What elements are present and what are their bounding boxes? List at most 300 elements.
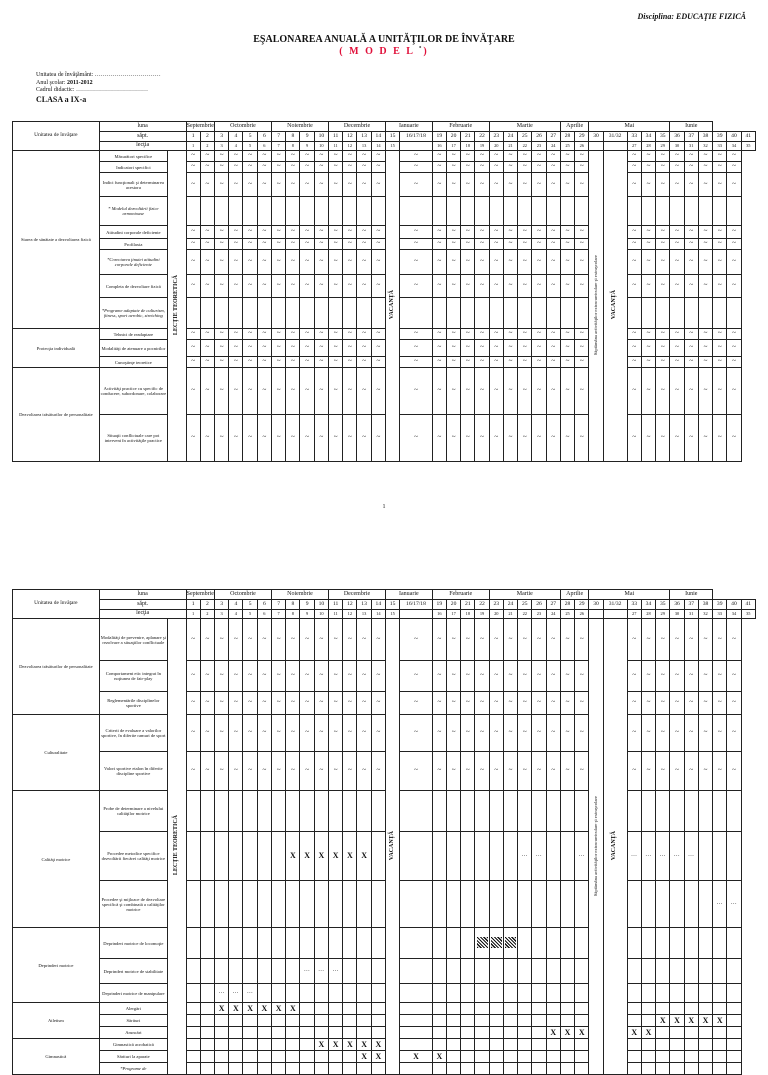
plan-mark: ~	[329, 239, 343, 250]
content-label: *Programe de	[99, 1063, 167, 1075]
plan-mark: ~	[684, 239, 698, 250]
plan-empty	[371, 881, 385, 928]
plan-mark: ~	[698, 151, 712, 162]
week-number: 19	[432, 132, 446, 142]
plan-mark: ~	[371, 357, 385, 368]
plan-empty	[575, 1039, 589, 1051]
lesson-number: 10	[314, 142, 328, 151]
lesson-number	[589, 142, 603, 151]
plan-mark: ~	[656, 162, 670, 173]
plan-mark	[475, 928, 489, 959]
plan-empty	[627, 959, 641, 984]
plan-mark: ~	[713, 151, 727, 162]
plan-mark: X	[357, 1051, 371, 1063]
plan-mark: ~	[698, 226, 712, 239]
plan-empty	[475, 791, 489, 832]
table-row	[13, 692, 756, 715]
month-header: Aprilie	[560, 590, 588, 600]
plan-mark: ~	[371, 275, 385, 298]
plan-mark: ~	[343, 173, 357, 197]
plan-mark: ~	[503, 357, 517, 368]
plan-empty	[215, 1027, 229, 1039]
plan-mark: ~	[518, 368, 532, 415]
plan-empty	[243, 832, 257, 881]
plan-empty	[200, 791, 214, 832]
plan-mark: ~	[229, 752, 243, 791]
plan-table-page-1	[12, 121, 756, 462]
plan-mark: ~	[215, 368, 229, 415]
plan-mark: ~	[446, 415, 460, 462]
lesson-number	[589, 610, 603, 619]
content-label: Cunoştinţe teoretice	[99, 357, 167, 368]
plan-mark: ~	[272, 661, 286, 692]
lesson-number: 5	[243, 610, 257, 619]
plan-mark: ~	[243, 661, 257, 692]
plan-empty	[698, 1039, 712, 1051]
week-number: 14	[371, 132, 385, 142]
extracurricular-week-label	[589, 151, 603, 462]
lesson-number: 2	[200, 610, 214, 619]
plan-mark: ~	[229, 173, 243, 197]
plan-mark: ~	[727, 173, 741, 197]
week-number: 26	[532, 600, 546, 610]
plan-mark: ~	[489, 415, 503, 462]
plan-empty	[432, 1063, 446, 1075]
plan-mark: ~	[627, 368, 641, 415]
plan-mark: ~	[489, 340, 503, 357]
plan-empty	[432, 197, 446, 226]
plan-mark: ~	[627, 275, 641, 298]
lesson-number	[603, 142, 627, 151]
plan-mark: ~	[641, 250, 655, 275]
plan-mark: ~	[314, 173, 328, 197]
month-header: Martie	[489, 590, 560, 600]
table-row	[13, 173, 756, 197]
plan-mark: ~	[446, 275, 460, 298]
table-row	[13, 881, 756, 928]
unit-name: Dezvoltarea trăsăturilor de personalitate	[13, 368, 100, 462]
plan-mark: ~	[432, 415, 446, 462]
plan-mark: ~	[546, 275, 560, 298]
plan-mark: ~	[518, 752, 532, 791]
table-row	[13, 984, 756, 1003]
plan-mark: ~	[314, 715, 328, 752]
plan-empty	[503, 197, 517, 226]
plan-empty	[475, 959, 489, 984]
plan-mark: ~	[357, 151, 371, 162]
plan-empty	[560, 881, 574, 928]
plan-empty	[314, 1063, 328, 1075]
plan-mark: ~	[532, 752, 546, 791]
plan-mark: ~	[314, 151, 328, 162]
plan-empty	[400, 1063, 433, 1075]
plan-empty	[186, 984, 200, 1003]
plan-mark: ~	[713, 357, 727, 368]
plan-mark: ~	[272, 173, 286, 197]
content-label: Reglementările disciplinelor sportive	[99, 692, 167, 715]
plan-mark: ~	[300, 752, 314, 791]
week-number: 39	[713, 600, 727, 610]
plan-mark: ~	[357, 250, 371, 275]
plan-mark: ~	[532, 151, 546, 162]
table-row	[13, 1051, 756, 1063]
content-label: Măsurători specifice	[99, 151, 167, 162]
plan-mark: …	[329, 959, 343, 984]
plan-empty	[432, 1027, 446, 1039]
plan-mark: ~	[314, 415, 328, 462]
plan-empty	[286, 1051, 300, 1063]
content-label: Sărituri la aparate	[99, 1051, 167, 1063]
plan-mark: X	[546, 1027, 560, 1039]
plan-mark: ~	[343, 715, 357, 752]
plan-mark: ~	[446, 368, 460, 415]
plan-empty	[627, 298, 641, 329]
plan-empty	[489, 881, 503, 928]
table-row	[13, 275, 756, 298]
plan-mark: ~	[229, 368, 243, 415]
plan-mark: X	[314, 1039, 328, 1051]
plan-empty	[272, 791, 286, 832]
plan-mark: X	[215, 1003, 229, 1015]
plan-mark: ~	[518, 357, 532, 368]
plan-mark: ~	[286, 357, 300, 368]
plan-empty	[186, 1027, 200, 1039]
plan-mark: ~	[272, 226, 286, 239]
plan-empty	[186, 1015, 200, 1027]
plan-mark: ~	[532, 162, 546, 173]
plan-empty	[698, 881, 712, 928]
plan-empty	[727, 984, 741, 1003]
plan-empty	[286, 959, 300, 984]
table-row	[13, 340, 756, 357]
plan-mark: ~	[489, 752, 503, 791]
table-row	[13, 1027, 756, 1039]
plan-empty	[670, 1003, 684, 1015]
subtitle-footnote-mark: *	[418, 46, 424, 52]
table-row	[13, 661, 756, 692]
plan-mark: ~	[300, 226, 314, 239]
plan-empty	[243, 928, 257, 959]
month-header: Iunie	[670, 122, 713, 132]
plan-empty	[518, 959, 532, 984]
plan-empty	[532, 959, 546, 984]
plan-mark: ~	[257, 151, 271, 162]
plan-empty	[684, 197, 698, 226]
vertical-label-text: VACANŢĂ	[388, 290, 395, 320]
plan-mark: ~	[314, 226, 328, 239]
plan-empty	[713, 1027, 727, 1039]
plan-mark: ~	[475, 752, 489, 791]
plan-mark: ~	[670, 661, 684, 692]
content-label: *Corectarea ţinutei atitudini corporale deficiente	[99, 250, 167, 275]
lesson-number: 11	[329, 142, 343, 151]
plan-mark: ~	[627, 162, 641, 173]
plan-mark: ~	[272, 415, 286, 462]
week-number: 7	[272, 600, 286, 610]
plan-mark: ~	[518, 151, 532, 162]
month-header: Ianuarie	[385, 590, 432, 600]
plan-empty	[656, 1027, 670, 1039]
plan-empty	[186, 959, 200, 984]
plan-mark	[503, 928, 517, 959]
week-number: 23	[489, 600, 503, 610]
school-year-label: Anul şcolar:	[36, 79, 66, 86]
unit-name: Deprinderi motrice	[13, 928, 100, 1003]
plan-empty	[727, 1063, 741, 1075]
week-number: 33	[627, 600, 641, 610]
plan-empty	[400, 959, 433, 984]
plan-mark: ~	[475, 239, 489, 250]
plan-empty	[229, 298, 243, 329]
plan-empty	[329, 984, 343, 1003]
plan-mark: ~	[684, 715, 698, 752]
plan-mark: ~	[684, 368, 698, 415]
plan-mark: ~	[329, 226, 343, 239]
plan-empty	[503, 791, 517, 832]
week-number: 27	[546, 600, 560, 610]
week-number: 34	[641, 600, 655, 610]
plan-mark: ~	[300, 340, 314, 357]
plan-mark: ~	[229, 239, 243, 250]
plan-empty	[446, 298, 460, 329]
plan-mark: ~	[684, 173, 698, 197]
lesson-number: 31	[684, 610, 698, 619]
table-row	[13, 1063, 756, 1075]
plan-mark: ~	[186, 329, 200, 340]
plan-empty	[243, 197, 257, 226]
plan-empty	[727, 1051, 741, 1063]
lesson-number: 3	[215, 142, 229, 151]
plan-empty	[546, 959, 560, 984]
lesson-number: 1	[186, 610, 200, 619]
plan-empty	[698, 928, 712, 959]
plan-mark: X	[684, 1015, 698, 1027]
plan-mark: ~	[670, 357, 684, 368]
plan-empty	[371, 1027, 385, 1039]
plan-empty	[656, 1063, 670, 1075]
plan-empty	[546, 197, 560, 226]
plan-empty	[698, 832, 712, 881]
plan-empty	[300, 1027, 314, 1039]
plan-empty	[300, 881, 314, 928]
plan-mark: ~	[357, 226, 371, 239]
plan-mark: ~	[229, 250, 243, 275]
plan-empty	[446, 984, 460, 1003]
lesson-number: 9	[300, 610, 314, 619]
plan-mark: ~	[575, 368, 589, 415]
plan-mark: ~	[257, 239, 271, 250]
plan-mark: ~	[503, 329, 517, 340]
plan-mark: ~	[518, 275, 532, 298]
plan-empty	[656, 197, 670, 226]
content-label: Completa de dezvoltare fizică	[99, 275, 167, 298]
week-number: 25	[518, 132, 532, 142]
week-number: 36	[670, 132, 684, 142]
plan-empty	[518, 1039, 532, 1051]
plan-mark: ~	[518, 329, 532, 340]
plan-mark: ~	[532, 619, 546, 661]
plan-mark: ~	[575, 239, 589, 250]
plan-empty	[215, 959, 229, 984]
plan-mark: ~	[641, 239, 655, 250]
plan-mark: ~	[286, 692, 300, 715]
plan-mark: ~	[461, 329, 475, 340]
table-row	[13, 752, 756, 791]
plan-empty	[503, 1015, 517, 1027]
discipline-label: Disciplina: EDUCAŢIE FIZICĂ	[637, 12, 746, 21]
plan-empty	[518, 1027, 532, 1039]
plan-empty	[257, 959, 271, 984]
plan-empty	[432, 881, 446, 928]
lesson-number: 31	[684, 142, 698, 151]
plan-mark: ~	[475, 275, 489, 298]
plan-mark: ~	[575, 415, 589, 462]
week-number: 13	[357, 132, 371, 142]
plan-empty	[560, 1063, 574, 1075]
plan-empty	[200, 197, 214, 226]
plan-mark: ~	[560, 692, 574, 715]
plan-mark: ~	[560, 162, 574, 173]
week-number: 2	[200, 600, 214, 610]
week-number: 39	[713, 132, 727, 142]
plan-mark: ~	[503, 619, 517, 661]
plan-mark: ~	[200, 162, 214, 173]
content-label: Deprinderi motrice de locomoţie	[99, 928, 167, 959]
plan-empty	[272, 1063, 286, 1075]
plan-mark: ~	[229, 715, 243, 752]
month-header: Iunie	[670, 590, 713, 600]
plan-empty	[670, 984, 684, 1003]
plan-empty	[400, 928, 433, 959]
plan-mark: ~	[371, 162, 385, 173]
plan-mark: ~	[200, 661, 214, 692]
plan-empty	[489, 1003, 503, 1015]
plan-mark: ~	[186, 357, 200, 368]
week-number: 9	[300, 600, 314, 610]
plan-empty	[475, 1039, 489, 1051]
plan-mark: ~	[229, 275, 243, 298]
plan-empty	[546, 1051, 560, 1063]
content-label: Modalităţi de atenuare a pocnirilor	[99, 340, 167, 357]
plan-empty	[400, 791, 433, 832]
plan-empty	[357, 1003, 371, 1015]
plan-mark: ~	[713, 250, 727, 275]
plan-empty	[560, 928, 574, 959]
lesson-number: 17	[446, 610, 460, 619]
plan-empty	[314, 791, 328, 832]
plan-mark: ~	[314, 368, 328, 415]
plan-mark: ~	[546, 162, 560, 173]
plan-mark: ~	[371, 368, 385, 415]
plan-empty	[461, 791, 475, 832]
lesson-number	[400, 142, 433, 151]
week-number: 31/32	[603, 600, 627, 610]
plan-empty	[641, 197, 655, 226]
plan-mark: ~	[475, 250, 489, 275]
plan-mark: ~	[272, 752, 286, 791]
plan-empty	[229, 832, 243, 881]
week-number: 40	[727, 600, 741, 610]
plan-mark: ~	[272, 151, 286, 162]
plan-mark: ~	[371, 250, 385, 275]
plan-mark: ~	[343, 368, 357, 415]
plan-empty	[656, 791, 670, 832]
plan-mark: ~	[286, 226, 300, 239]
month-header: Octombrie	[215, 122, 272, 132]
content-label: Activităţi practice cu specific de conducere, subordonare, colaborare	[99, 368, 167, 415]
week-number: 7	[272, 132, 286, 142]
lesson-number: 33	[713, 610, 727, 619]
plan-empty	[503, 298, 517, 329]
plan-mark: …	[684, 832, 698, 881]
table-row	[13, 226, 756, 239]
plan-mark: ~	[727, 239, 741, 250]
hatched-mark	[477, 937, 488, 948]
plan-empty	[200, 1027, 214, 1039]
plan-mark: ~	[546, 619, 560, 661]
plan-empty	[186, 791, 200, 832]
plan-mark: ~	[727, 415, 741, 462]
plan-mark: ~	[670, 275, 684, 298]
unit-name: Gimnastică	[13, 1039, 100, 1075]
plan-empty	[670, 881, 684, 928]
plan-empty	[357, 928, 371, 959]
lesson-number: 25	[560, 142, 574, 151]
plan-mark: ~	[560, 239, 574, 250]
plan-empty	[627, 881, 641, 928]
plan-mark: …	[575, 832, 589, 881]
week-number: 21	[461, 600, 475, 610]
month-header: Decembrie	[329, 122, 386, 132]
plan-mark: ~	[560, 619, 574, 661]
plan-empty	[684, 1039, 698, 1051]
plan-empty	[532, 1051, 546, 1063]
plan-mark: ~	[532, 340, 546, 357]
plan-mark: X	[272, 1003, 286, 1015]
plan-mark: ~	[300, 239, 314, 250]
plan-mark: ~	[343, 661, 357, 692]
plan-mark: ~	[215, 239, 229, 250]
plan-mark: ~	[684, 692, 698, 715]
plan-mark: ~	[272, 250, 286, 275]
plan-mark: ~	[329, 151, 343, 162]
plan-empty	[727, 298, 741, 329]
plan-mark: ~	[286, 239, 300, 250]
plan-mark: ~	[627, 151, 641, 162]
plan-empty	[446, 1015, 460, 1027]
plan-empty	[518, 197, 532, 226]
plan-mark: ~	[656, 619, 670, 661]
plan-mark: ~	[257, 368, 271, 415]
week-number: 40	[727, 132, 741, 142]
plan-mark: ~	[314, 329, 328, 340]
plan-mark: ~	[186, 340, 200, 357]
content-label: Profilaxia	[99, 239, 167, 250]
plan-mark: ~	[546, 239, 560, 250]
plan-empty	[357, 959, 371, 984]
plan-mark: ~	[186, 415, 200, 462]
plan-empty	[641, 1015, 655, 1027]
plan-empty	[546, 1003, 560, 1015]
plan-empty	[286, 197, 300, 226]
plan-mark: ~	[713, 226, 727, 239]
plan-empty	[656, 298, 670, 329]
table-row	[13, 715, 756, 752]
week-number: 38	[698, 600, 712, 610]
plan-mark: ~	[698, 275, 712, 298]
month-header: Februarie	[432, 590, 489, 600]
plan-empty	[575, 928, 589, 959]
